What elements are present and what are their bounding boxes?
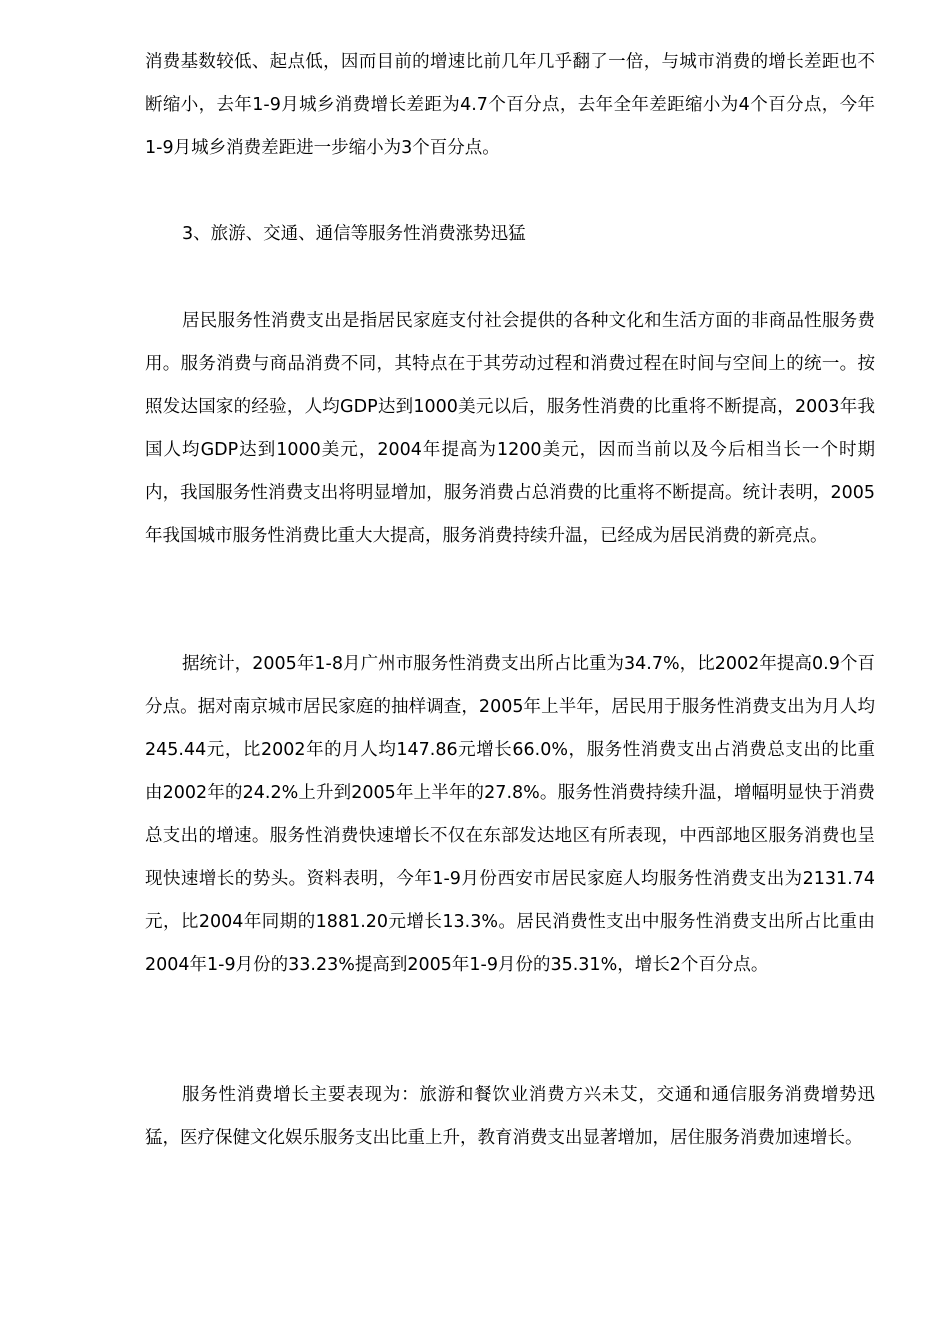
paragraph-service-consumption-definition: 居民服务性消费支出是指居民家庭支付社会提供的各种文化和生活方面的非商品性服务费用。服务消费与商品消费不同，其特点在于其劳动过程和消费过程在时间与空间上的统一。按照发达国家的经验，人均GDP达到1000美元以后，服务性消费的比重将不断提高，2003年我国人均GDP达到1000美元，2004年提高为1200美元，因而当前以及今后相当长一个时期内，我国服务性消费支出将明显增加，服务消费占总消费的比重将不断提高。统计表明，2005年我国城市服务性消费比重大大提高，服务消费持续升温，已经成为居民消费的新亮点。 [145,311,875,546]
paragraph-summary: 服务性消费增长主要表现为：旅游和餐饮业消费方兴未艾，交通和通信服务消费增势迅猛，医疗保健文化娱乐服务支出比重上升，教育消费支出显著增加，居住服务消费加速增长。 [145,1085,875,1148]
paragraph-continuation: 消费基数较低、起点低，因而目前的增速比前几年几乎翻了一倍，与城市消费的增长差距也不断缩小，去年1-9月城乡消费增长差距为4.7个百分点，去年全年差距缩小为4个百分点，今年1-9月城乡消费差距进一步缩小为3个百分点。 [145,52,875,158]
section-heading: 3、旅游、交通、通信等服务性消费涨势迅猛 [182,224,526,244]
paragraph-statistics: 据统计，2005年1-8月广州市服务性消费支出所占比重为34.7%，比2002年提高0.9个百分点。据对南京城市居民家庭的抽样调查，2005年上半年，居民用于服务性消费支出为月人均245.44元，比2002年的月人均147.86元增长66.0%，服务性消费支出占消费总支出的比重由2002年的24.2%上升到2005年上半年的27.8%。服务性消费持续升温，增幅明显快于消费总支出的增速。服务性消费快速增长不仅在东部发达地区有所表现，中西部地区服务消费也呈现快速增长的势头。资料表明，今年1-9月份西安市居民家庭人均服务性消费支出为2131.74元，比2004年同期的1881.20元增长13.3%。居民消费性支出中服务性消费支出所占比重由2004年1-9月份的33.23%提高到2005年1-9月份的35.31%，增长2个百分点。 [145,654,875,975]
